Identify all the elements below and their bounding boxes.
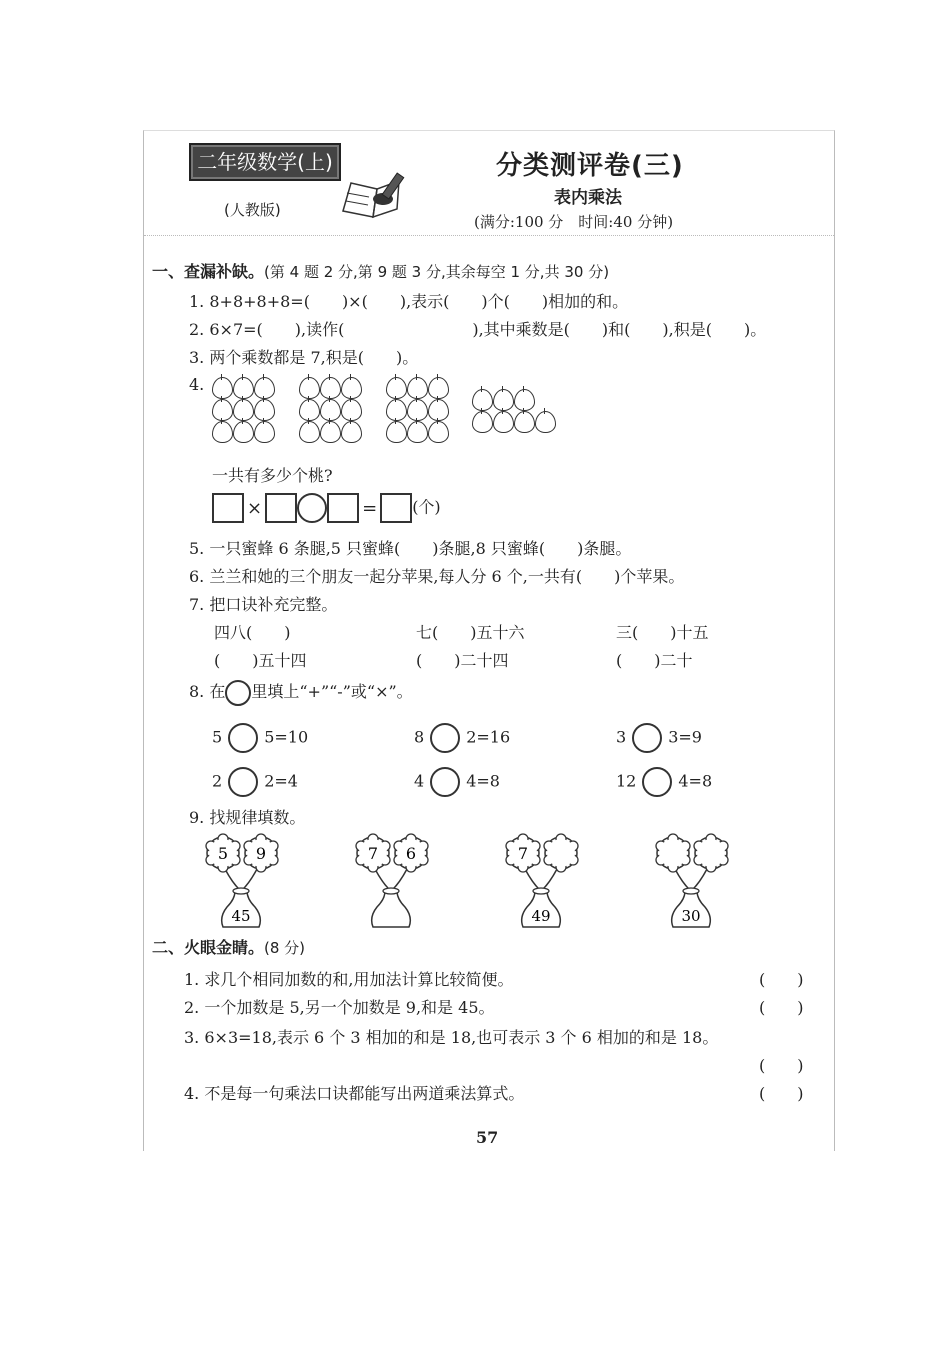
question-1: 1. 8+8+8+8=( )×( ),表示( )个( )相加的和。 [189, 292, 629, 311]
answer-paren[interactable]: ( ) [759, 1056, 804, 1075]
book-pen-icon [339, 171, 419, 225]
times-sign: × [247, 497, 263, 519]
operator-circle[interactable] [228, 723, 258, 753]
question-4-equation [212, 493, 441, 523]
operator-circle[interactable] [297, 493, 327, 523]
equals-sign: = [362, 497, 378, 519]
vase-right-number: 9 [255, 844, 267, 863]
page-title: 分类测评卷(三) [496, 151, 684, 181]
score-time-info: (满分:100 分 时间:40 分钟) [474, 213, 674, 231]
vase-product: 49 [531, 907, 551, 925]
rhyme-item: ( )二十 [616, 651, 693, 670]
page-number: 57 [476, 1128, 499, 1147]
section1-heading: 一、查漏补缺。(第 4 题 2 分,第 9 题 3 分,其余每空 1 分,共 30 分) [152, 262, 610, 281]
peach-icon [514, 411, 535, 433]
unit-label: (个) [412, 497, 441, 517]
peach-icon [535, 411, 556, 433]
operator-question: 4 4=8 [414, 767, 500, 797]
peach-icon [212, 421, 233, 443]
answer-paren[interactable]: ( ) [759, 970, 804, 989]
peach-icon [299, 421, 320, 443]
operator-circle[interactable] [228, 767, 258, 797]
vase-item [506, 834, 578, 927]
question-3: 3. 两个乘数都是 7,积是( )。 [189, 348, 419, 367]
peach-icon [493, 411, 514, 433]
vase-pattern-figure [199, 829, 819, 934]
question-4-text: 一共有多少个桃? [212, 466, 333, 485]
question-4-number: 4. [189, 375, 205, 394]
peach-icon [254, 421, 275, 443]
operator-question: 5 5=10 [212, 723, 308, 753]
question-5: 5. 一只蜜蜂 6 条腿,5 只蜜蜂( )条腿,8 只蜜蜂( )条腿。 [189, 539, 632, 558]
vase-item [656, 834, 728, 927]
answer-paren[interactable]: ( ) [759, 998, 804, 1017]
judgement-item: 1. 求几个相同加数的和,用加法计算比较简便。 [184, 970, 514, 989]
answer-paren[interactable]: ( ) [759, 1084, 804, 1103]
edition-label: (人教版) [224, 201, 281, 219]
question-9: 9. 找规律填数。 [189, 808, 306, 827]
rhyme-item: ( )二十四 [416, 651, 509, 670]
peach-icon [233, 421, 254, 443]
answer-box[interactable] [327, 493, 359, 523]
answer-box[interactable] [265, 493, 297, 523]
rhyme-item: 七( )五十六 [416, 623, 525, 642]
peach-icon [472, 411, 493, 433]
judgement-item: 3. 6×3=18,表示 6 个 3 相加的和是 18,也可表示 3 个 6 相加的和是 18。 [184, 1028, 719, 1047]
circle-symbol [225, 680, 251, 706]
vase-item [206, 834, 278, 927]
peach-icon [341, 421, 362, 443]
section2-heading: 二、火眼金睛。(8 分) [152, 938, 306, 957]
operator-circle[interactable] [430, 767, 460, 797]
header-divider [144, 235, 834, 236]
peach-icon [407, 421, 428, 443]
peach-group-2 [299, 377, 362, 443]
page-subtitle: 表内乘法 [554, 188, 622, 208]
operator-circle[interactable] [642, 767, 672, 797]
answer-box[interactable] [212, 493, 244, 523]
rhyme-item: 三( )十五 [616, 623, 709, 642]
peach-icon [320, 421, 341, 443]
judgement-item: 2. 一个加数是 5,另一个加数是 9,和是 45。 [184, 998, 495, 1017]
question-2: 2. 6×7=( ),读作( ),其中乘数是( )和( ),积是( )。 [189, 320, 767, 339]
peach-group-4 [472, 389, 556, 433]
worksheet-page [143, 130, 835, 1151]
vase-right-number: 6 [405, 844, 417, 863]
operator-circle[interactable] [430, 723, 460, 753]
answer-box[interactable] [380, 493, 412, 523]
vase-item [356, 834, 428, 927]
vase-left-number: 7 [367, 844, 379, 863]
peach-group-3 [386, 377, 449, 443]
vase-left-number: 7 [517, 844, 529, 863]
peach-group-1 [212, 377, 275, 443]
grade-badge: 二年级数学(上) [189, 143, 341, 181]
vase-product: 45 [231, 907, 251, 925]
question-7: 7. 把口诀补充完整。 [189, 595, 338, 614]
operator-question: 8 2=16 [414, 723, 510, 753]
question-6: 6. 兰兰和她的三个朋友一起分苹果,每人分 6 个,一共有( )个苹果。 [189, 567, 685, 586]
vase-left-number: 5 [217, 844, 229, 863]
peach-icon [386, 421, 407, 443]
operator-question: 3 3=9 [616, 723, 702, 753]
peach-icon [428, 421, 449, 443]
rhyme-item: ( )五十四 [214, 651, 307, 670]
operator-circle[interactable] [632, 723, 662, 753]
operator-question: 12 4=8 [616, 767, 712, 797]
vase-product: 30 [681, 907, 701, 925]
judgement-item: 4. 不是每一句乘法口诀都能写出两道乘法算式。 [184, 1084, 525, 1103]
rhyme-item: 四八( ) [214, 623, 291, 642]
operator-question: 2 2=4 [212, 767, 298, 797]
question-8: 8. 在 里填上“+”“-”或“×”。 [189, 679, 413, 706]
